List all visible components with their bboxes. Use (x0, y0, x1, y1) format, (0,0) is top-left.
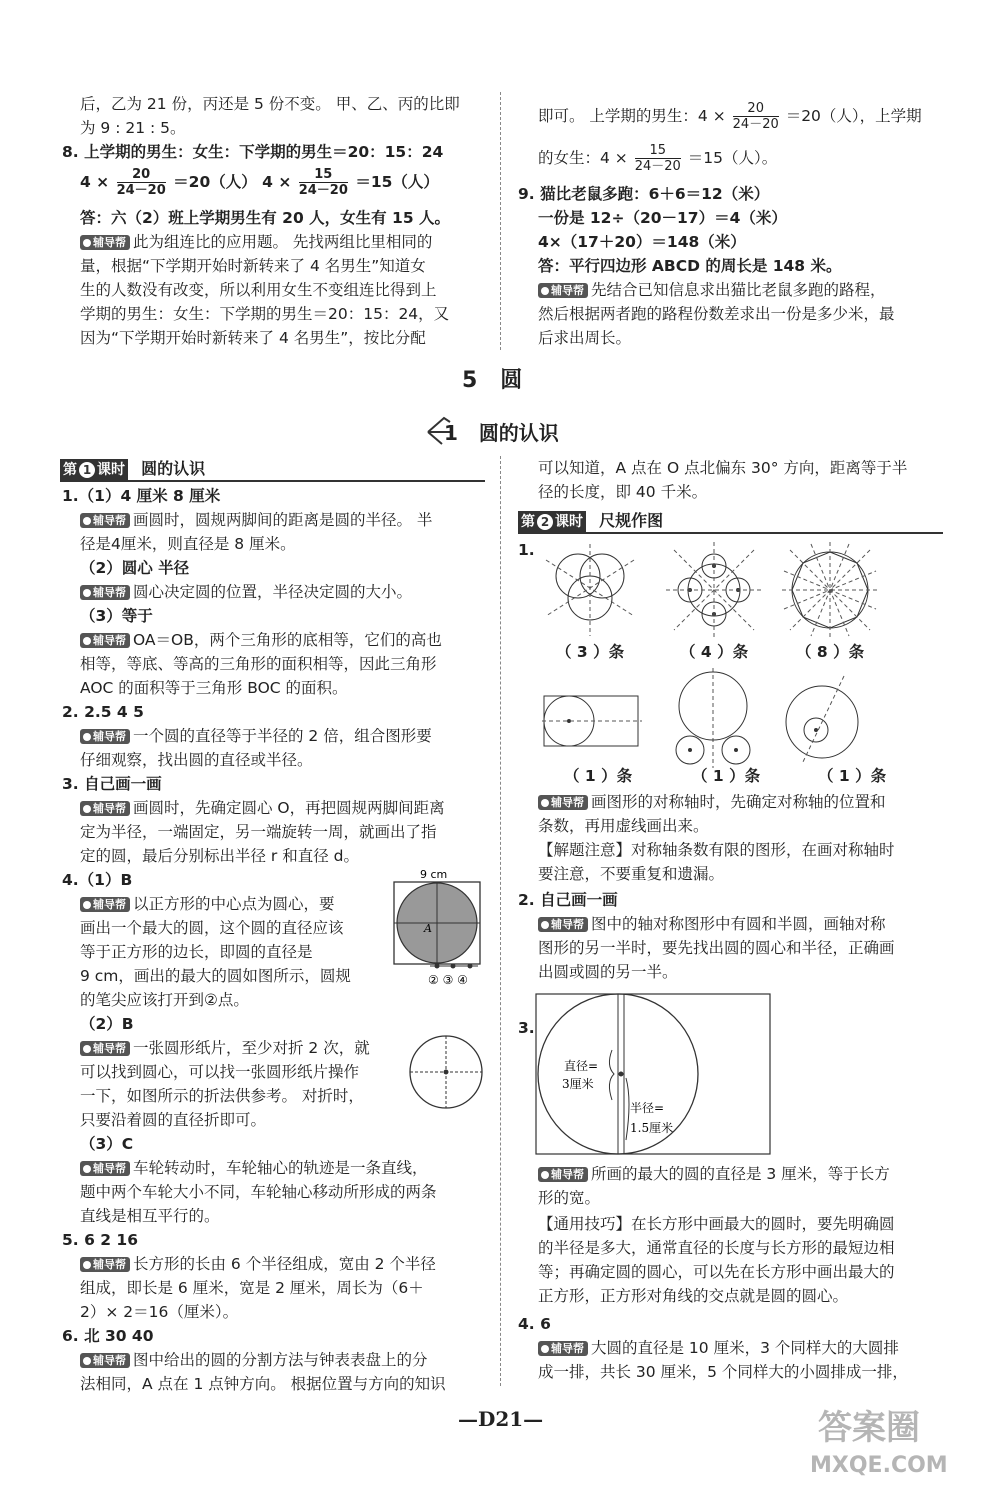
lesson-2-header: 第 2 课时 尺规作图 (518, 508, 943, 532)
hint: 可以找到圆心，可以找一张圆形纸片操作 (80, 1063, 360, 1081)
hint: 等于正方形的边长，即圆的直径是 (80, 943, 313, 961)
hint: 相等，等底、等高的三角形的面积相等，因此三角形 (80, 655, 437, 673)
answer-1-2: （2）圆心 半径 (80, 559, 190, 577)
note: 等；再确定圆的圆心，可以先在长方形中画出最大的 (538, 1263, 895, 1281)
hint: 径是4厘米，则直径是 8 厘米。 (80, 535, 296, 553)
hint: 定为半径，一端固定，另一端旋转一周，就画出了指 (80, 823, 437, 841)
answer-4-1: 4.（1）B (62, 871, 133, 889)
svg-text:② ③ ④: ② ③ ④ (428, 973, 468, 987)
hint: 只要沿着圆的直径折即可。 (80, 1111, 267, 1129)
q9-hint: 辅导帮 先结合已知信息求出猫比老鼠多跑的路程， (538, 278, 886, 302)
hint: 的笔尖应该打开到②点。 (80, 991, 249, 1009)
hint: 仔细观察，找出圆的直径或半径。 (80, 751, 313, 769)
svg-text:1.5厘米: 1.5厘米 (630, 1121, 674, 1135)
concentric-figure (780, 672, 870, 768)
hint: 辅导帮 所画的最大的圆的直径是 3 厘米，等于长方 (538, 1162, 890, 1186)
hint: 辅导帮 图中的轴对称图形中有圆和半圆，画轴对称 (538, 912, 886, 936)
snowman-figure (668, 666, 758, 770)
square-circle-figure (388, 866, 488, 990)
note: 【解题注意】对称轴条数有限的图形，在画对称轴时 (538, 841, 895, 859)
sym-count: （ 4 ）条 (680, 643, 749, 661)
hint: 9 cm，画出的最大的圆如图所示，圆规 (80, 967, 351, 985)
prev-line: 为 9 : 21 : 5。 (80, 119, 186, 137)
hint: 画出一个最大的圆，这个圆的直径应该 (80, 919, 344, 937)
hint: 题中两个车轮大小不同，车轮轴心移动所形成的两条 (80, 1183, 437, 1201)
q9-title: 9. 猫比老鼠多跑：6＋6＝12（米） (518, 185, 770, 203)
column-divider (500, 92, 501, 350)
hint: 辅导帮 一个圆的直径等于半径的 2 倍，组合图形要 (80, 724, 432, 748)
svg-text:直径=: 直径= (564, 1059, 599, 1073)
sym-count: （ 1 ）条 (564, 767, 633, 785)
hint: 辅导帮 大圆的直径是 10 厘米，3 个同样大的大圆排 (538, 1336, 899, 1360)
hint: 辅导帮 画圆时，先确定圆心 O，再把圆规两脚间距离 (80, 796, 445, 820)
cont-text: 可以知道，A 点在 O 点北偏东 30° 方向，距离等于半 (538, 459, 908, 477)
hint: 组成，即长是 6 厘米，宽是 2 厘米，周长为（6＋ (80, 1279, 424, 1297)
cont-text: 径的长度，即 40 千米。 (538, 483, 708, 501)
q9-hint: 后求出周长。 (538, 329, 632, 347)
sym-count: （ 1 ）条 (818, 767, 887, 785)
answer-b2: 2. 自己画一画 (518, 891, 618, 909)
hint: 成一排，共长 30 厘米，5 个同样大的小圆排成一排， (538, 1363, 908, 1381)
hint: 法相同，A 点在 1 点钟方向。 根据位置与方向的知识 (80, 1375, 446, 1393)
q8-hint: 量，根据“下学期开始时新转来了 4 名男生”知道女 (80, 257, 426, 275)
sym-count: （ 8 ）条 (796, 643, 865, 661)
prev-right: 即可。 上学期的男生：4 × $\frac{20}{24-20}$ ＝20（人），上学期 (538, 101, 922, 132)
q8-hint: 生的人数没有改变，所以利用女生不变组连比得到上 (80, 281, 437, 299)
hint: AOC 的面积等于三角形 BOC 的面积。 (80, 679, 348, 697)
answer-4-2: （2）B (80, 1015, 134, 1033)
sym-count: （ 1 ）条 (692, 767, 761, 785)
answer-b1: 1. (518, 541, 535, 559)
sym-count: （ 3 ）条 (556, 643, 625, 661)
q8-hint: 因为“下学期开始时新转来了 4 名男生”，按比分配 (80, 329, 426, 347)
q9-hint: 然后根据两者跑的路程份数差求出一份是多少米，最 (538, 305, 895, 323)
octagon-figure (780, 540, 880, 640)
hint: 形的宽。 (538, 1189, 601, 1207)
note: 【通用技巧】在长方形中画最大的圆时，要先明确圆 (538, 1215, 895, 1233)
prev-line: 后，乙为 21 份，丙还是 5 份不变。 甲、乙、丙的比即 (80, 95, 460, 113)
lesson-1-header: 第 1 课时 圆的认识 (60, 456, 485, 480)
svg-text:半径=: 半径= (630, 1101, 665, 1115)
answer-4-3: （3）C (80, 1135, 134, 1153)
hint: 辅导帮 画图形的对称轴时，先确定对称轴的位置和 (538, 790, 886, 814)
note: 的半径是多大，通常直径的长度与长方形的最短边相 (538, 1239, 895, 1257)
hint: 辅导帮 图中给出的圆的分割方法与钟表表盘上的分 (80, 1348, 428, 1372)
hint: 辅导帮 画圆时，圆规两脚间的距离是圆的半径。 半 (80, 508, 432, 532)
answer-1: 1.（1）4 厘米 8 厘米 (62, 487, 221, 505)
hint: 辅导帮 以正方形的中心点为圆心，要 (80, 892, 335, 916)
answer-3: 3. 自己画一画 (62, 775, 162, 793)
q9-line: 4×（17＋20）＝148（米） (538, 233, 746, 251)
hint: 辅导帮 圆心决定圆的位置，半径决定圆的大小。 (80, 580, 412, 604)
q8-hint: 学期的男生：女生：下学期的男生＝20：15：24，又 (80, 305, 450, 323)
hint: 辅导帮 一张圆形纸片，至少对折 2 次，就 (80, 1036, 370, 1060)
note: 正方形，正方形对角线的交点就是圆的圆心。 (538, 1287, 849, 1305)
answer-5: 5. 6 2 16 (62, 1231, 139, 1249)
hint: 一下，如图所示的折法供参考。 对折时， (80, 1087, 364, 1105)
note: 要注意，不要重复和遗漏。 (538, 865, 725, 883)
svg-text:3厘米: 3厘米 (562, 1077, 594, 1091)
folded-circle-figure (404, 1032, 488, 1112)
hint: 出圆或圆的另一半。 (538, 963, 678, 981)
rect-max-circle-figure (534, 990, 774, 1160)
watermark-logo: 答案圈 (818, 1408, 920, 1448)
hint: 辅导帮 车轮转动时，车轮轴心的轨迹是一条直线， (80, 1156, 428, 1180)
q8-calc: 4 × $\frac{20}{24-20}$ ＝20（人） 4 × $\frac{15}{24-20}$ ＝15（人） (80, 167, 439, 198)
hint: 辅导帮 OA＝OB，两个三角形的底相等，它们的高也 (80, 628, 442, 652)
answer-2: 2. 2.5 4 5 (62, 703, 144, 721)
hint: 辅导帮 长方形的长由 6 个半径组成，宽由 2 个半径 (80, 1252, 436, 1276)
q9-line: 一份是 12÷（20－17）＝4（米） (538, 209, 787, 227)
chapter-title: 5 圆 (462, 368, 523, 393)
page-number: —D21— (458, 1407, 544, 1431)
rect-circle-figure (542, 690, 642, 750)
answer-1-3: （3）等于 (80, 607, 153, 625)
column-divider (500, 456, 501, 1386)
q9-answer: 答：平行四边形 ABCD 的周长是 148 米。 (538, 257, 842, 275)
q8-title: 8. 上学期的男生：女生：下学期的男生＝20：15：24 (62, 143, 444, 161)
hint: 定的圆，最后分别标出半径 r 和直径 d。 (80, 847, 359, 865)
hint: 条数，再用虚线画出来。 (538, 817, 709, 835)
answer-6: 6. 北 30 40 (62, 1327, 154, 1345)
three-circles-figure (540, 540, 640, 640)
section-title: 1 圆的认识 (444, 421, 559, 445)
hint: 直线是相互平行的。 (80, 1207, 220, 1225)
watermark-url: MXQE.COM (810, 1453, 948, 1478)
svg-text:A: A (424, 922, 432, 935)
hint: 2）× 2＝16（厘米）。 (80, 1303, 239, 1321)
q8-hint: 辅导帮 此为组连比的应用题。 先找两组比里相同的 (80, 230, 432, 254)
svg-text:9 cm: 9 cm (420, 868, 448, 881)
prev-right: 的女生：4 × $\frac{15}{24-20}$ ＝15（人）。 (538, 143, 778, 174)
answer-b3: 3. (518, 1019, 535, 1037)
answer-b4: 4. 6 (518, 1315, 551, 1333)
four-circles-figure (664, 540, 764, 640)
q8-answer: 答：六（2）班上学期男生有 20 人，女生有 15 人。 (80, 209, 451, 227)
hint: 图形的另一半时，要先找出圆的圆心和半径，正确画 (538, 939, 895, 957)
